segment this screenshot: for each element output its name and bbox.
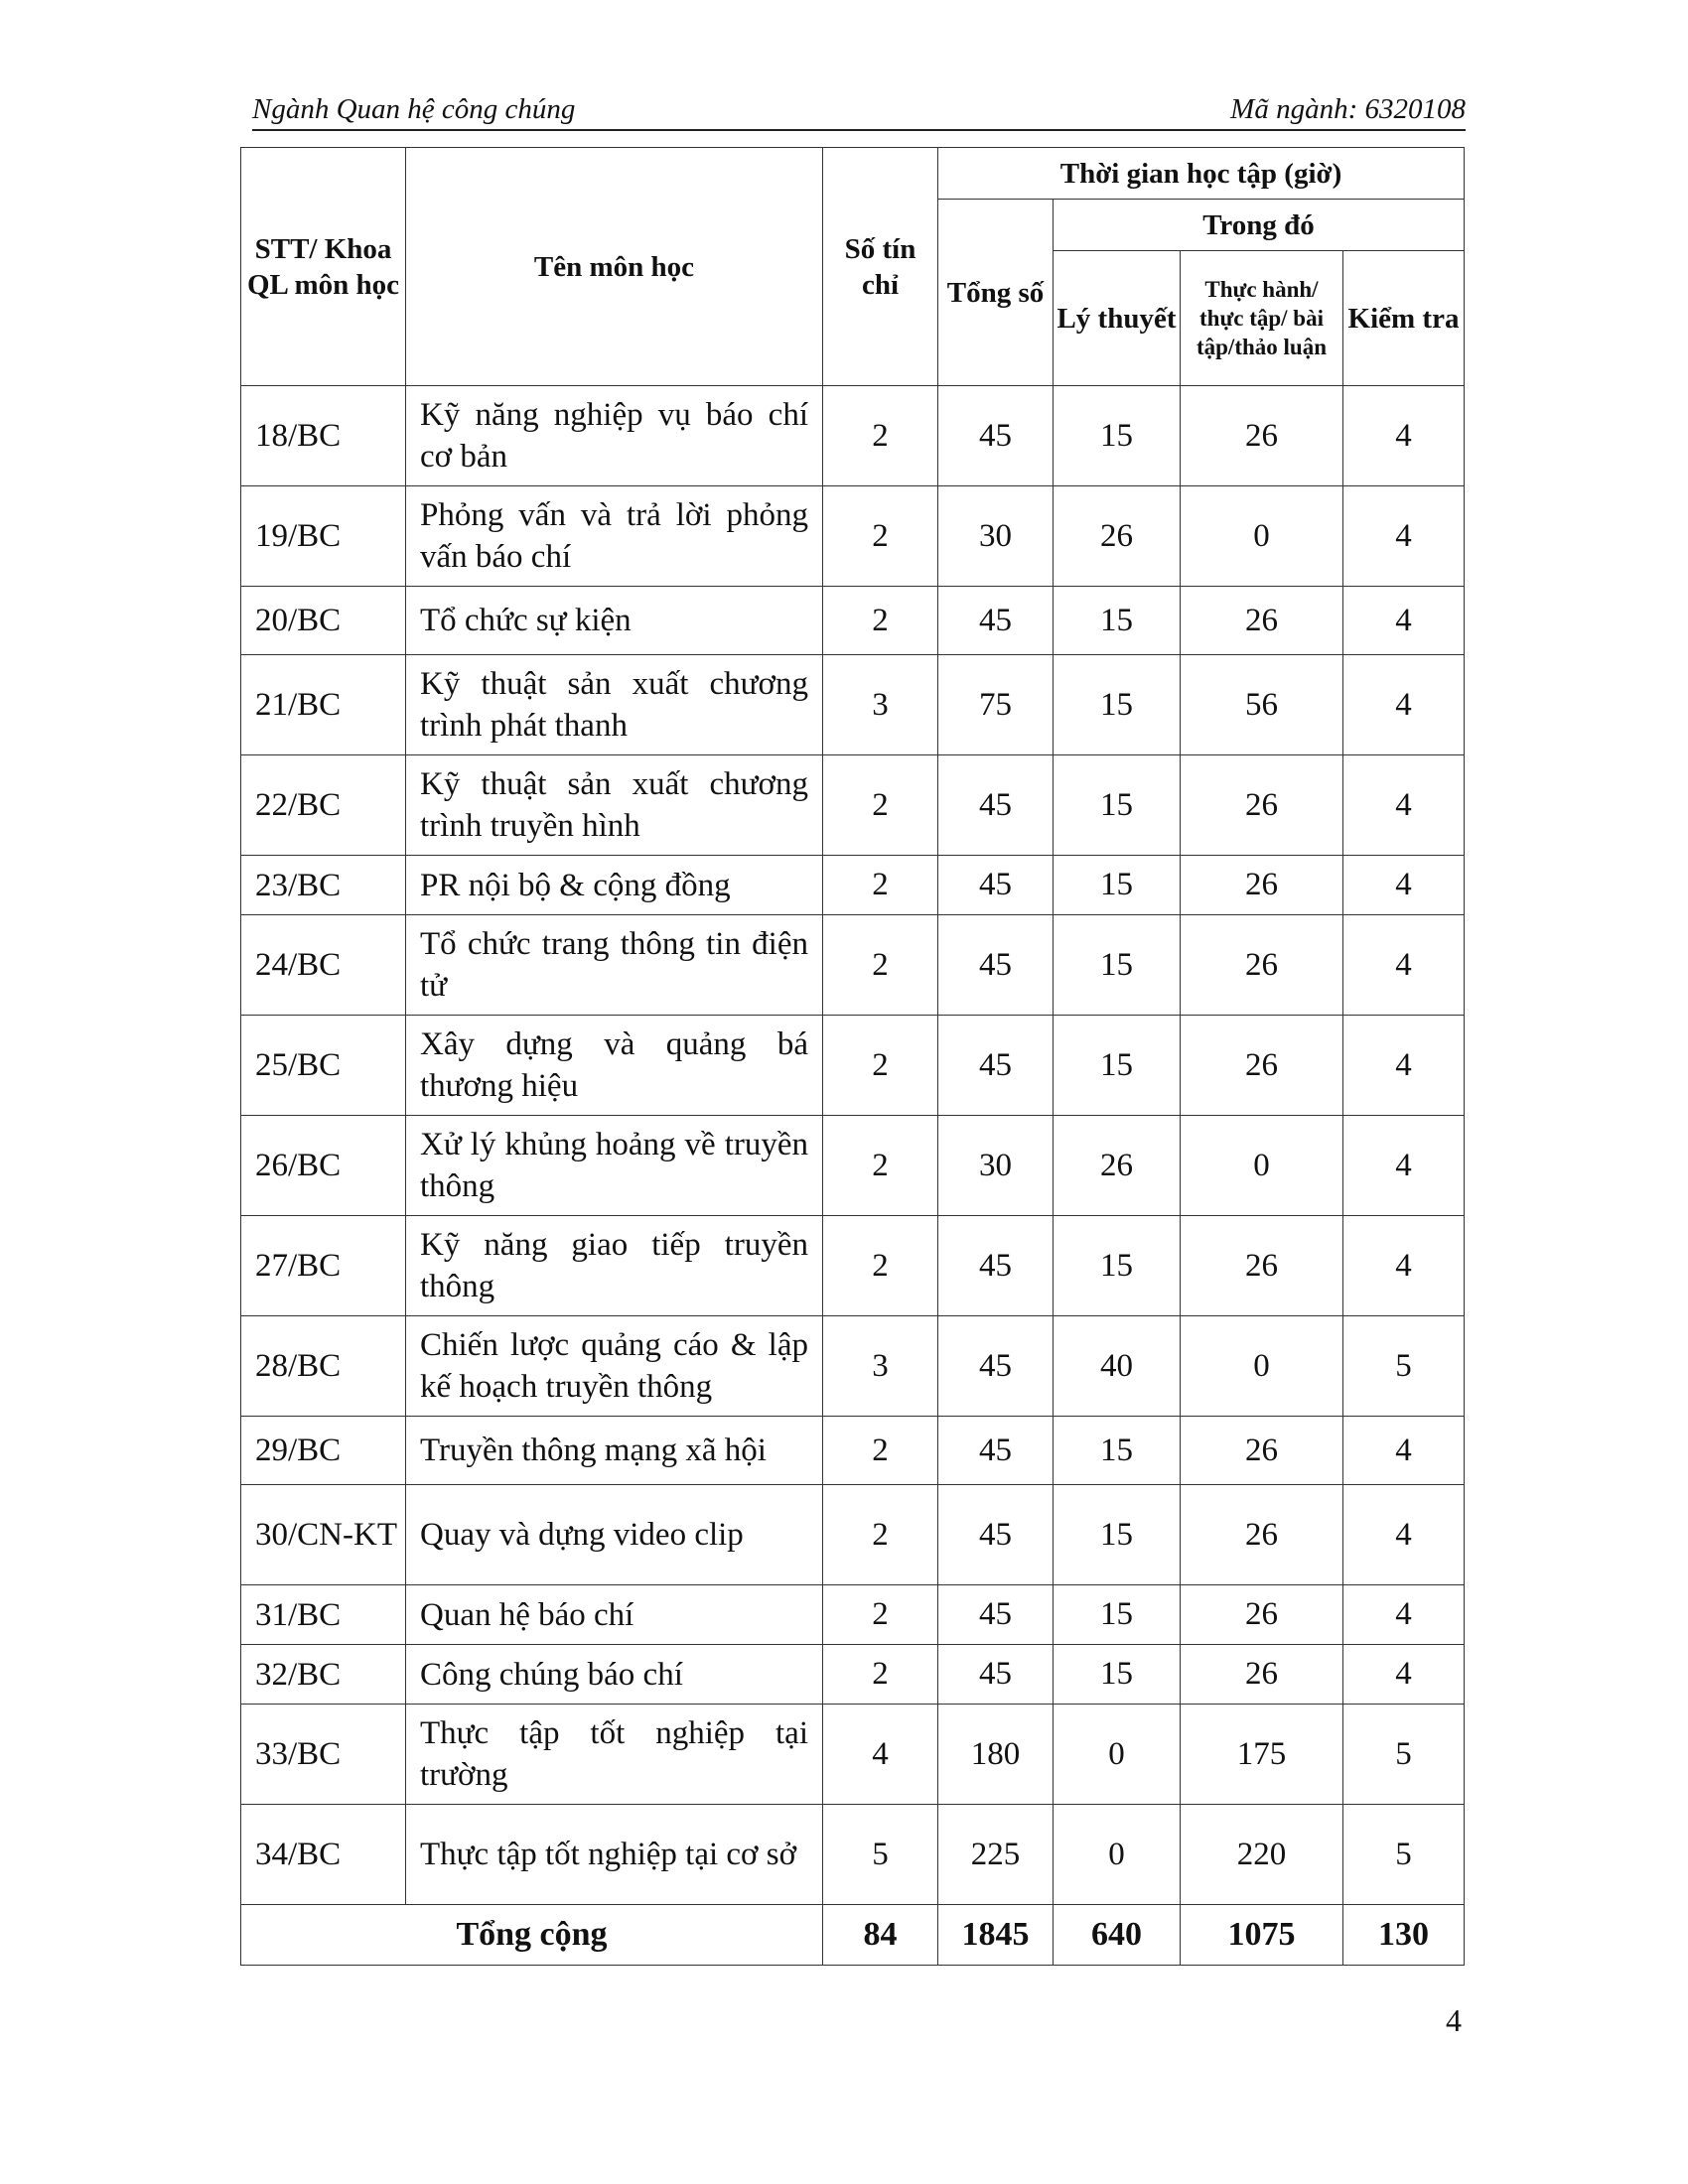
course-total-hours: 45 — [938, 1585, 1054, 1645]
course-practice: 26 — [1181, 587, 1343, 655]
course-credits: 2 — [823, 1016, 938, 1116]
course-credits: 3 — [823, 1316, 938, 1417]
program-code: Mã ngành: 6320108 — [1230, 93, 1466, 125]
course-practice: 220 — [1181, 1805, 1343, 1905]
course-code: 23/BC — [241, 856, 406, 915]
table-row — [241, 386, 1465, 486]
course-total-hours: 180 — [938, 1705, 1054, 1805]
course-practice: 26 — [1181, 386, 1343, 486]
table-row — [241, 1016, 1465, 1116]
course-theory: 15 — [1054, 915, 1181, 1016]
course-name: Tổ chức sự kiện — [406, 587, 823, 655]
table-row — [241, 1645, 1465, 1705]
course-exam: 4 — [1343, 856, 1465, 915]
course-code: 26/BC — [241, 1116, 406, 1216]
course-exam: 5 — [1343, 1805, 1465, 1905]
total-exam: 130 — [1343, 1905, 1465, 1966]
course-total-hours: 30 — [938, 1116, 1054, 1216]
course-credits: 4 — [823, 1705, 938, 1805]
course-practice: 0 — [1181, 486, 1343, 587]
course-exam: 4 — [1343, 1116, 1465, 1216]
course-exam: 4 — [1343, 1016, 1465, 1116]
header-of-which: Trong đó — [1054, 200, 1465, 251]
course-name: Xây dựng và quảng bá thương hiệu — [406, 1016, 823, 1116]
total-credits: 84 — [823, 1905, 938, 1966]
course-name: Kỹ thuật sản xuất chương trình phát thanh — [406, 655, 823, 755]
course-credits: 3 — [823, 655, 938, 755]
page-header — [252, 91, 1466, 131]
course-exam: 4 — [1343, 386, 1465, 486]
course-theory: 26 — [1054, 1116, 1181, 1216]
course-credits: 2 — [823, 915, 938, 1016]
course-total-hours: 45 — [938, 856, 1054, 915]
course-credits: 2 — [823, 1645, 938, 1705]
course-practice: 26 — [1181, 1645, 1343, 1705]
course-code: 19/BC — [241, 486, 406, 587]
course-practice: 26 — [1181, 856, 1343, 915]
course-total-hours: 45 — [938, 1316, 1054, 1417]
course-total-hours: 45 — [938, 915, 1054, 1016]
course-credits: 2 — [823, 1116, 938, 1216]
course-total-hours: 75 — [938, 655, 1054, 755]
course-practice: 26 — [1181, 915, 1343, 1016]
course-name: Kỹ thuật sản xuất chương trình truyền hình — [406, 755, 823, 856]
course-practice: 26 — [1181, 1585, 1343, 1645]
course-credits: 2 — [823, 386, 938, 486]
course-practice: 26 — [1181, 1216, 1343, 1316]
course-code: 28/BC — [241, 1316, 406, 1417]
total-label: Tổng cộng — [241, 1905, 823, 1966]
course-name: Thực tập tốt nghiệp tại trường — [406, 1705, 823, 1805]
table-row — [241, 1585, 1465, 1645]
course-exam: 4 — [1343, 1417, 1465, 1485]
course-theory: 15 — [1054, 1485, 1181, 1585]
course-name: Xử lý khủng hoảng về truyền thông — [406, 1116, 823, 1216]
course-code: 27/BC — [241, 1216, 406, 1316]
header-stt: STT/ Khoa QL môn học — [241, 148, 406, 386]
course-total-hours: 45 — [938, 755, 1054, 856]
course-name: Kỹ năng giao tiếp truyền thông — [406, 1216, 823, 1316]
course-practice: 175 — [1181, 1705, 1343, 1805]
course-code: 31/BC — [241, 1585, 406, 1645]
course-code: 20/BC — [241, 587, 406, 655]
course-name: Kỹ năng nghiệp vụ báo chí cơ bản — [406, 386, 823, 486]
table-row — [241, 1705, 1465, 1805]
course-theory: 0 — [1054, 1805, 1181, 1905]
course-exam: 4 — [1343, 1485, 1465, 1585]
course-total-hours: 45 — [938, 1417, 1054, 1485]
header-credits: Số tín chỉ — [823, 148, 938, 386]
course-practice: 26 — [1181, 1016, 1343, 1116]
course-credits: 2 — [823, 1417, 938, 1485]
course-name: Tổ chức trang thông tin điện tử — [406, 915, 823, 1016]
course-total-hours: 45 — [938, 386, 1054, 486]
course-theory: 15 — [1054, 1216, 1181, 1316]
course-name: Công chúng báo chí — [406, 1645, 823, 1705]
course-name: Thực tập tốt nghiệp tại cơ sở — [406, 1805, 823, 1905]
course-theory: 26 — [1054, 486, 1181, 587]
course-exam: 4 — [1343, 915, 1465, 1016]
course-code: 21/BC — [241, 655, 406, 755]
course-total-hours: 45 — [938, 1485, 1054, 1585]
course-code: 34/BC — [241, 1805, 406, 1905]
course-practice: 0 — [1181, 1116, 1343, 1216]
course-exam: 4 — [1343, 755, 1465, 856]
table-row — [241, 1805, 1465, 1905]
page-number: 4 — [1446, 2002, 1462, 2038]
header-study-time: Thời gian học tập (giờ) — [938, 148, 1465, 200]
curriculum-table — [240, 147, 1465, 1966]
course-name: Phỏng vấn và trả lời phỏng vấn báo chí — [406, 486, 823, 587]
program-name: Ngành Quan hệ công chúng — [252, 93, 576, 125]
table-row — [241, 915, 1465, 1016]
course-theory: 15 — [1054, 655, 1181, 755]
course-credits: 2 — [823, 856, 938, 915]
course-total-hours: 45 — [938, 587, 1054, 655]
course-total-hours: 45 — [938, 1016, 1054, 1116]
course-exam: 4 — [1343, 587, 1465, 655]
course-credits: 2 — [823, 1585, 938, 1645]
course-code: 30/CN-KT — [241, 1485, 406, 1585]
course-total-hours: 45 — [938, 1645, 1054, 1705]
course-total-hours: 45 — [938, 1216, 1054, 1316]
course-exam: 4 — [1343, 1216, 1465, 1316]
total-row — [241, 1905, 1465, 1966]
table-row — [241, 1417, 1465, 1485]
course-exam: 4 — [1343, 486, 1465, 587]
course-exam: 4 — [1343, 1645, 1465, 1705]
header-exam: Kiểm tra — [1343, 251, 1465, 386]
course-theory: 15 — [1054, 755, 1181, 856]
course-credits: 2 — [823, 755, 938, 856]
course-total-hours: 225 — [938, 1805, 1054, 1905]
course-code: 32/BC — [241, 1645, 406, 1705]
course-credits: 5 — [823, 1805, 938, 1905]
course-practice: 56 — [1181, 655, 1343, 755]
course-name: Quan hệ báo chí — [406, 1585, 823, 1645]
course-credits: 2 — [823, 1485, 938, 1585]
header-practice: Thực hành/ thực tập/ bài tập/thảo luận — [1181, 251, 1343, 386]
table-row — [241, 1316, 1465, 1417]
course-theory: 15 — [1054, 1585, 1181, 1645]
course-theory: 15 — [1054, 1417, 1181, 1485]
course-practice: 26 — [1181, 755, 1343, 856]
course-credits: 2 — [823, 587, 938, 655]
course-exam: 5 — [1343, 1705, 1465, 1805]
course-theory: 15 — [1054, 1645, 1181, 1705]
table-row — [241, 856, 1465, 915]
header-theory: Lý thuyết — [1054, 251, 1181, 386]
course-code: 29/BC — [241, 1417, 406, 1485]
course-theory: 15 — [1054, 1016, 1181, 1116]
table-row — [241, 1216, 1465, 1316]
table-body — [241, 386, 1465, 1905]
course-exam: 4 — [1343, 1585, 1465, 1645]
total-practice: 1075 — [1181, 1905, 1343, 1966]
course-practice: 26 — [1181, 1417, 1343, 1485]
header-total-hours: Tổng số — [938, 200, 1054, 386]
course-theory: 15 — [1054, 386, 1181, 486]
course-theory: 0 — [1054, 1705, 1181, 1805]
course-exam: 5 — [1343, 1316, 1465, 1417]
course-code: 24/BC — [241, 915, 406, 1016]
course-name: PR nội bộ & cộng đồng — [406, 856, 823, 915]
course-credits: 2 — [823, 486, 938, 587]
table-row — [241, 587, 1465, 655]
table-row — [241, 486, 1465, 587]
total-theory: 640 — [1054, 1905, 1181, 1966]
course-name: Truyền thông mạng xã hội — [406, 1417, 823, 1485]
table-row — [241, 755, 1465, 856]
table-row — [241, 1116, 1465, 1216]
header-course-name: Tên môn học — [406, 148, 823, 386]
course-code: 33/BC — [241, 1705, 406, 1805]
course-theory: 40 — [1054, 1316, 1181, 1417]
course-name: Chiến lược quảng cáo & lập kế hoạch truyền thông — [406, 1316, 823, 1417]
course-practice: 0 — [1181, 1316, 1343, 1417]
total-hours: 1845 — [938, 1905, 1054, 1966]
course-theory: 15 — [1054, 856, 1181, 915]
table-row — [241, 655, 1465, 755]
course-credits: 2 — [823, 1216, 938, 1316]
course-code: 18/BC — [241, 386, 406, 486]
course-name: Quay và dựng video clip — [406, 1485, 823, 1585]
course-practice: 26 — [1181, 1485, 1343, 1585]
course-code: 22/BC — [241, 755, 406, 856]
course-theory: 15 — [1054, 587, 1181, 655]
course-exam: 4 — [1343, 655, 1465, 755]
course-total-hours: 30 — [938, 486, 1054, 587]
course-code: 25/BC — [241, 1016, 406, 1116]
table-row — [241, 1485, 1465, 1585]
